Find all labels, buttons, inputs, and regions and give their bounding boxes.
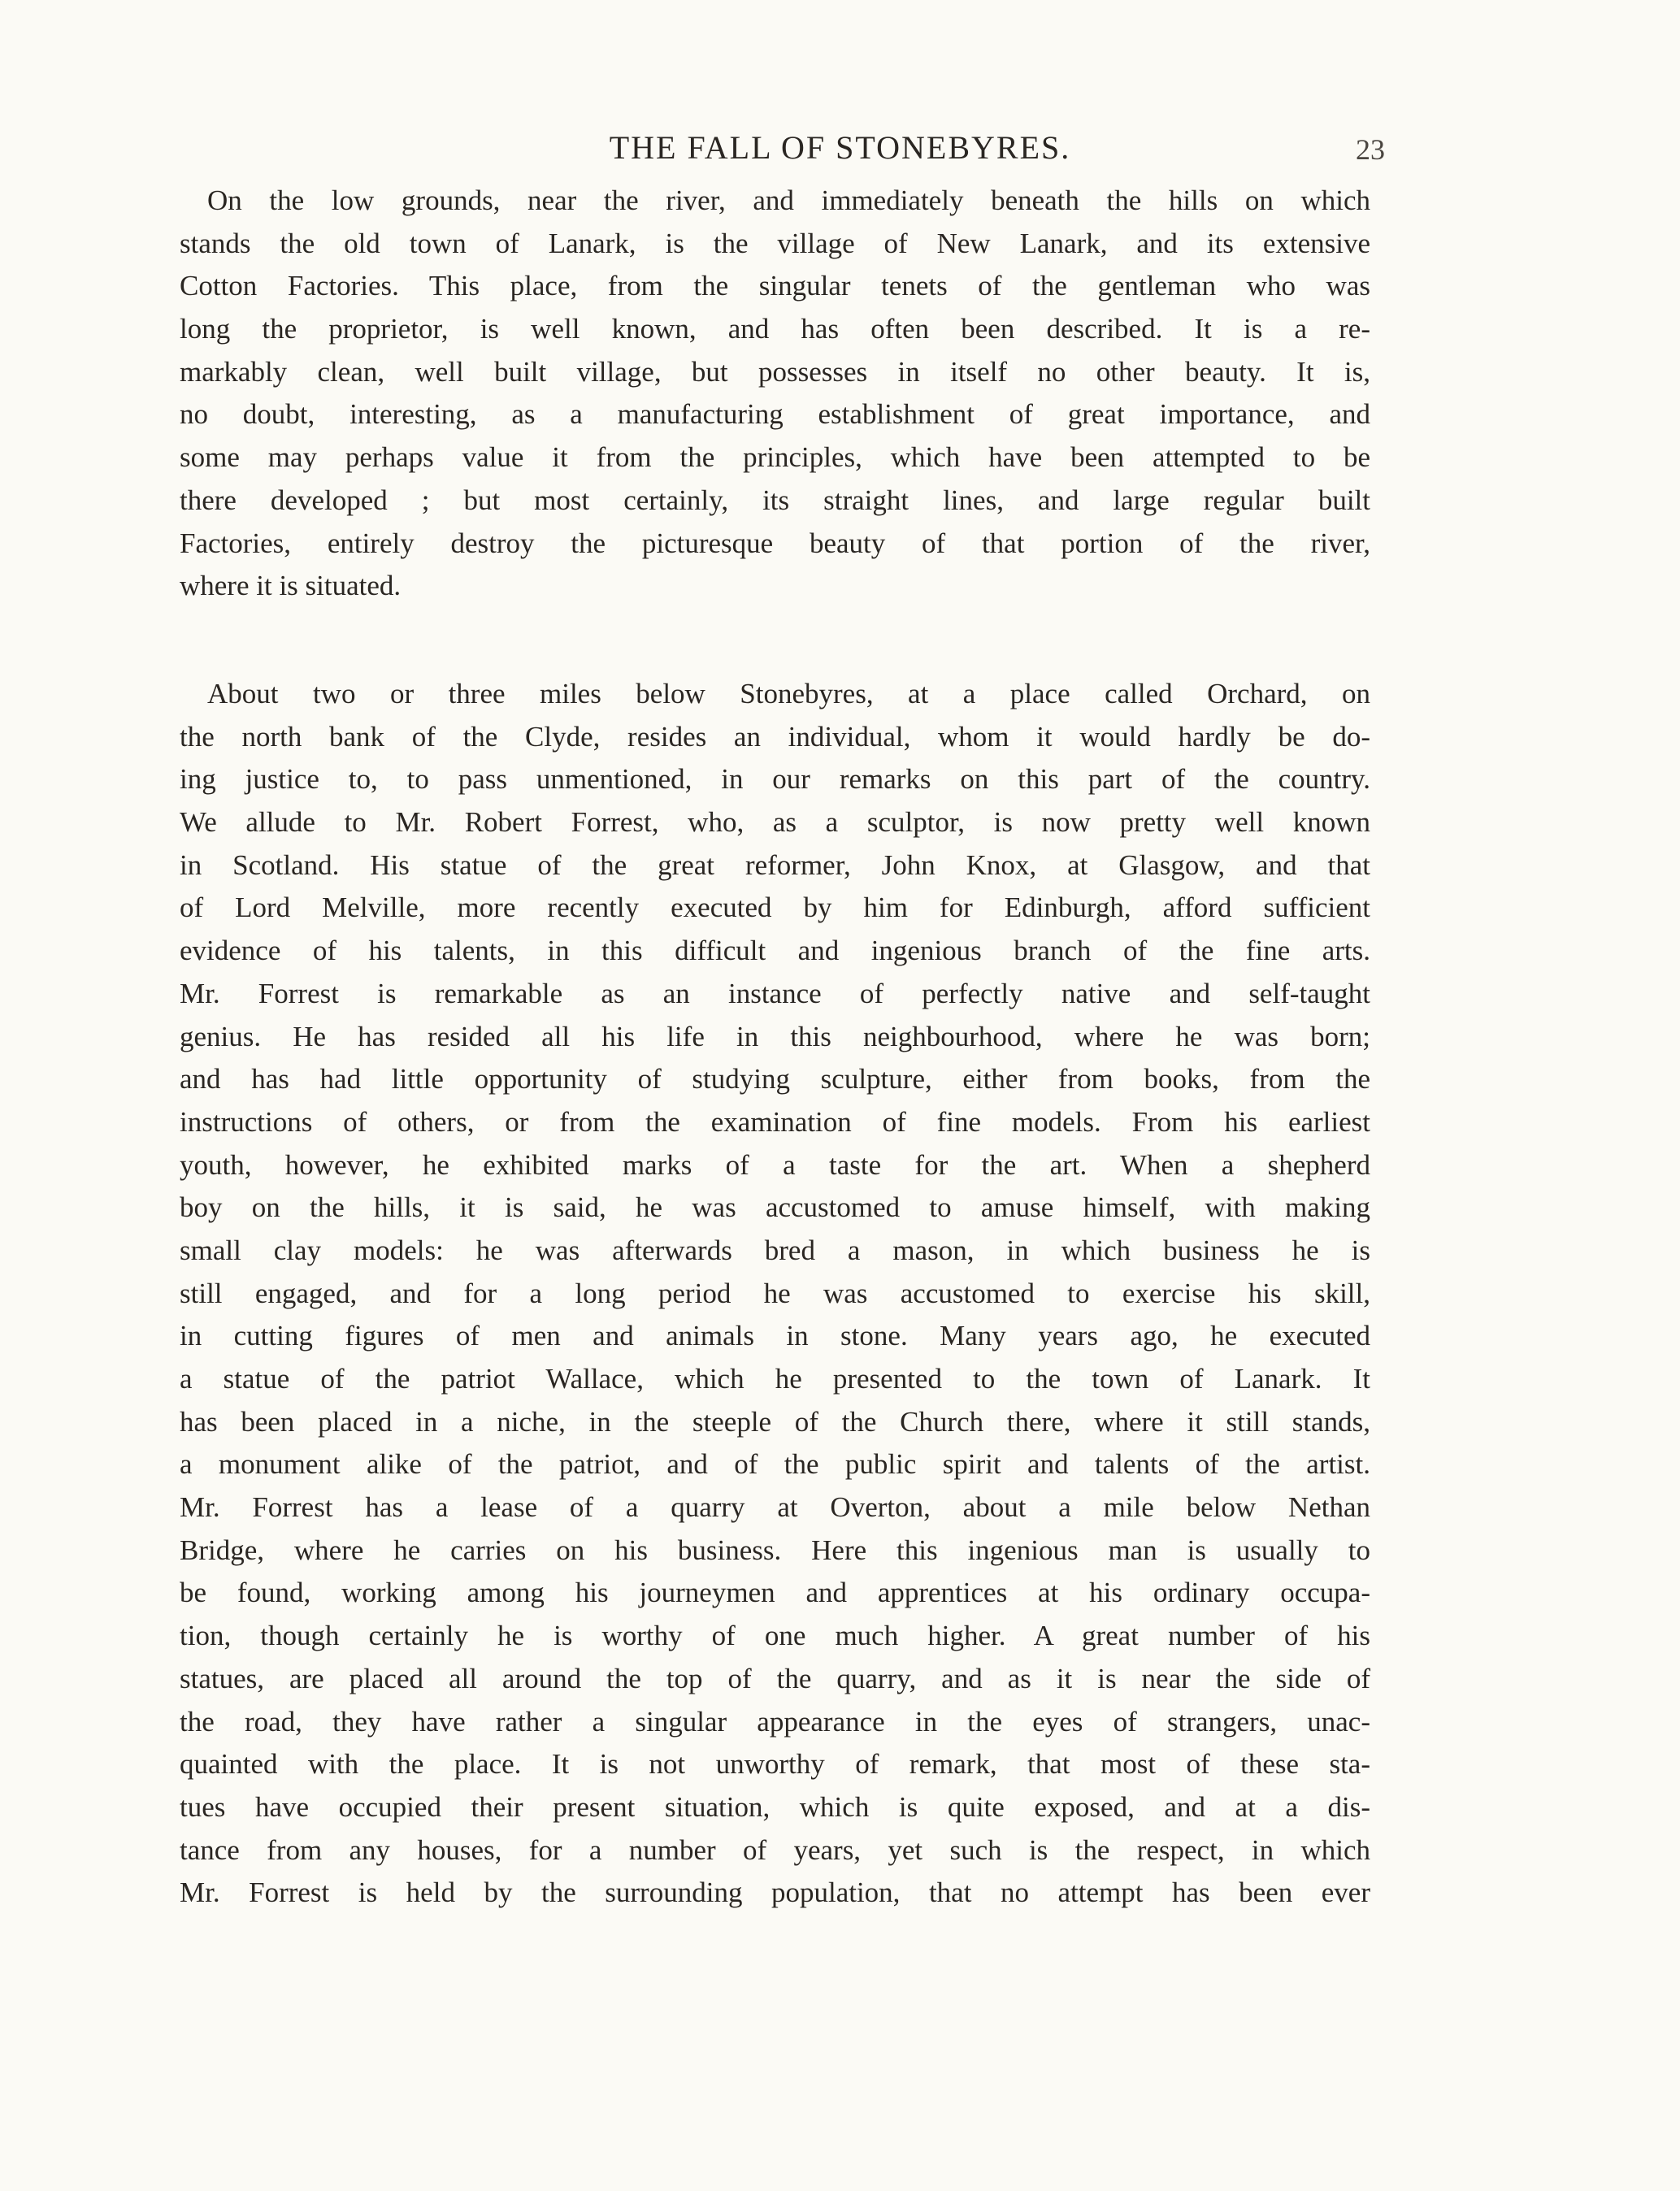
page-number: 23: [1356, 133, 1385, 166]
text-line: We allude to Mr. Robert Forrest, who, as a sculptor, is now pretty well known: [180, 806, 1370, 839]
text-line: Mr. Forrest is remarkable as an instance of perfectly native and self-taught: [180, 977, 1370, 1009]
text-line: tues have occupied their present situation, which is quite exposed, and at a dis-: [180, 1790, 1370, 1823]
text-line: boy on the hills, it is said, he was accustomed to amuse himself, with making: [180, 1191, 1370, 1224]
text-line: Factories, entirely destroy the picturesque beauty of that portion of the river,: [180, 527, 1370, 559]
running-title: THE FALL OF STONEBYRES.: [609, 129, 1071, 166]
text-line: youth, however, he exhibited marks of a taste for the art. When a shepherd: [180, 1148, 1370, 1181]
text-line: a monument alike of the patriot, and of the public spirit and talents of the artist.: [180, 1448, 1370, 1481]
text-line: small clay models: he was afterwards bred a mason, in which business he is: [180, 1234, 1370, 1266]
text-line: Mr. Forrest has a lease of a quarry at Overton, about a mile below Nethan: [180, 1491, 1370, 1524]
text-line: About two or three miles below Stonebyres, at a place called Orchard, on: [207, 678, 1370, 709]
text-line: in Scotland. His statue of the great reformer, John Knox, at Glasgow, and that: [180, 848, 1370, 881]
text-line: Bridge, where he carries on his business. Here this ingenious man is usually to: [180, 1534, 1370, 1566]
text-line: statues, are placed all around the top of the quarry, and as it is near the side of: [180, 1662, 1370, 1694]
text-line: Cotton Factories. This place, from the singular tenets of the gentleman who was: [180, 270, 1370, 302]
text-line: there developed ; but most certainly, its straight lines, and large regular built: [180, 484, 1370, 516]
text-line: where it is situated.: [180, 570, 402, 602]
text-line: instructions of others, or from the examination of fine models. From his earliest: [180, 1105, 1370, 1138]
text-line: markably clean, well built village, but possesses in itself no other beauty. It is,: [180, 355, 1370, 388]
text-line: no doubt, interesting, as a manufacturing establishment of great importance, and: [180, 398, 1370, 431]
text-line: and has had little opportunity of studying sculpture, either from books, from the: [180, 1063, 1370, 1096]
text-line: the road, they have rather a singular appearance in the eyes of strangers, unac-: [180, 1705, 1370, 1738]
paragraph-new-lanark: [180, 180, 1370, 608]
text-line: some may perhaps value it from the principles, which have been attempted to be: [180, 441, 1370, 474]
text-line: evidence of his talents, in this difficult and ingenious branch of the fine arts.: [180, 935, 1370, 967]
text-line: in cutting figures of men and animals in stone. Many years ago, he executed: [180, 1320, 1370, 1352]
text-line: stands the old town of Lanark, is the village of New Lanark, and its extensive: [180, 227, 1370, 259]
text-line: tance from any houses, for a number of years, yet such is the respect, in which: [180, 1833, 1370, 1866]
text-line: long the proprietor, is well known, and has often been described. It is a re-: [180, 313, 1370, 345]
text-line: a statue of the patriot Wallace, which he presented to the town of Lanark. It: [180, 1363, 1370, 1395]
text-line: of Lord Melville, more recently executed by him for Edinburgh, afford sufficient: [180, 892, 1370, 924]
text-line: On the low grounds, near the river, and immediately beneath the hills on which: [207, 184, 1370, 216]
text-line: the north bank of the Clyde, resides an individual, whom it would hardly be do-: [180, 720, 1370, 753]
text-line: quainted with the place. It is not unworthy of remark, that most of these sta-: [180, 1748, 1370, 1781]
text-line: has been placed in a niche, in the steeple of the Church there, where it still stands,: [180, 1405, 1370, 1438]
text-line: genius. He has resided all his life in this neighbourhood, where he was born;: [180, 1020, 1370, 1052]
paragraph-robert-forrest: [180, 673, 1370, 1915]
text-line: be found, working among his journeymen and apprentices at his ordinary occupa-: [180, 1577, 1370, 1609]
text-line: ing justice to, to pass unmentioned, in our remarks on this part of the country.: [180, 763, 1370, 796]
text-line: tion, though certainly he is worthy of one much higher. A great number of his: [180, 1620, 1370, 1652]
text-line: still engaged, and for a long period he was accustomed to exercise his skill,: [180, 1277, 1370, 1309]
text-line: Mr. Forrest is held by the surrounding population, that no attempt has been ever: [180, 1876, 1370, 1909]
